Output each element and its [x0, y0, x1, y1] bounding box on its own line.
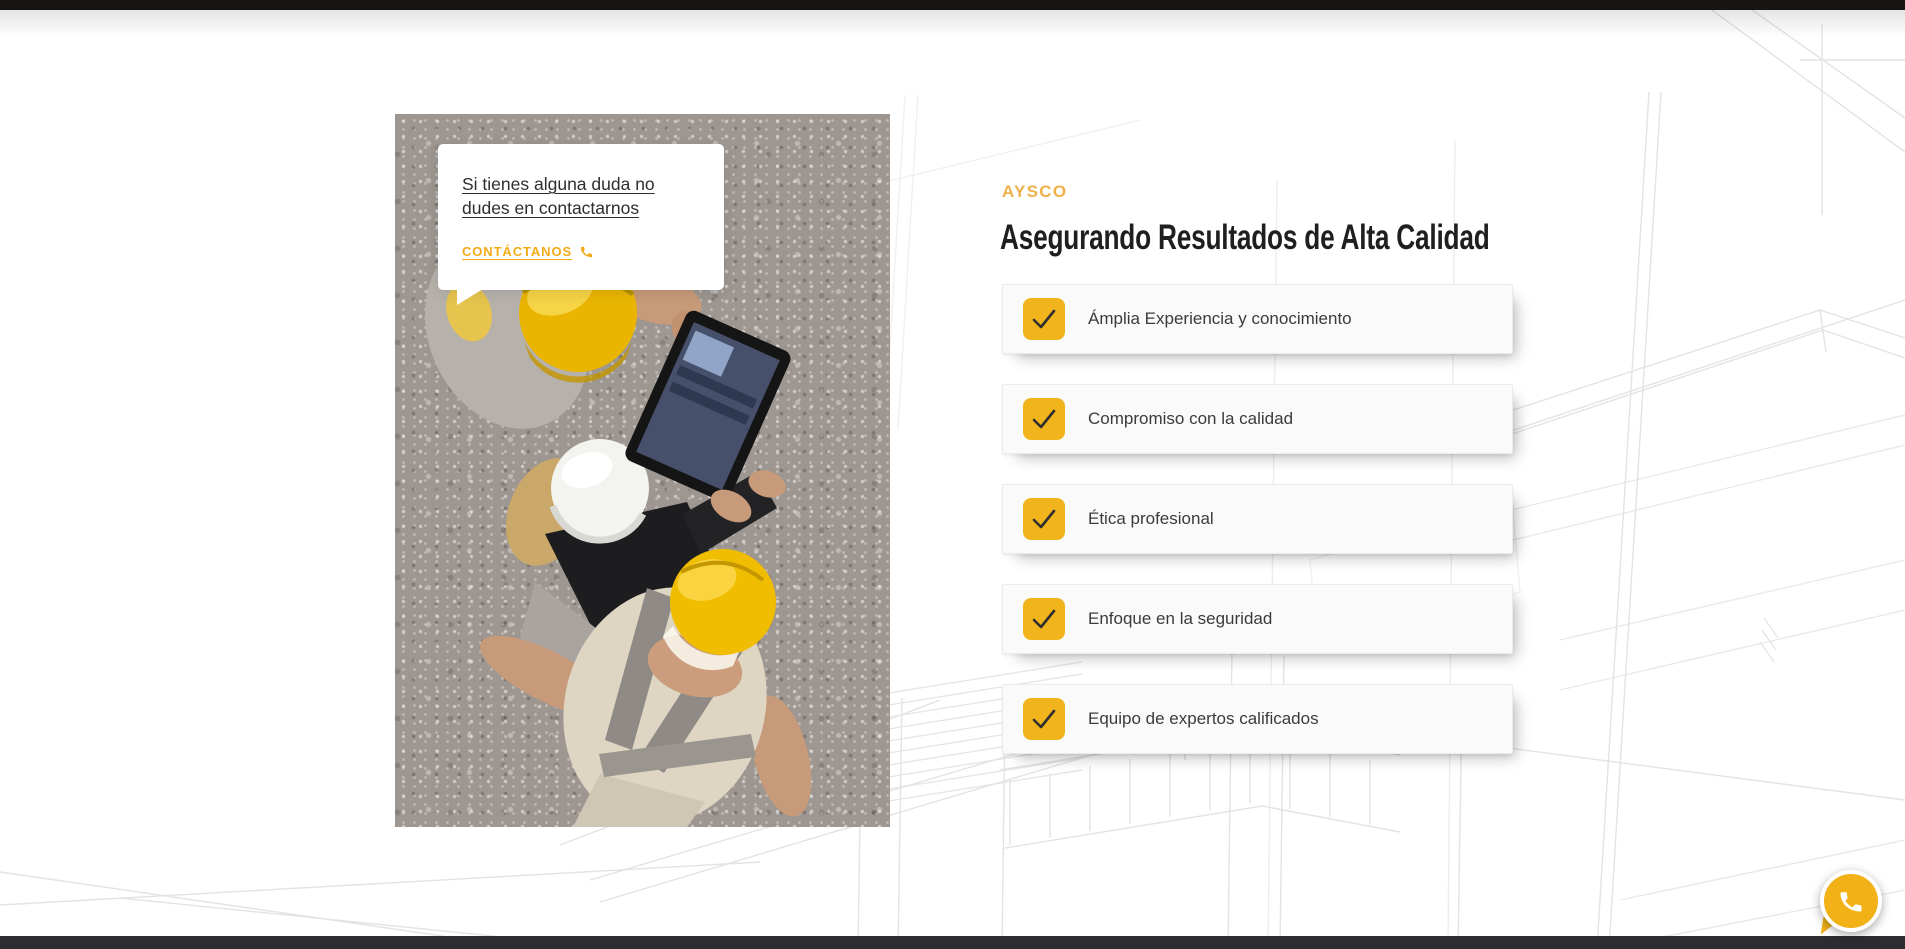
check-icon — [1023, 498, 1065, 540]
feature-label: Equipo de expertos calificados — [1088, 709, 1319, 728]
contact-link-label: CONTÁCTANOS — [462, 244, 573, 259]
section-heading: Asegurando Resultados de Alta Calidad — [1000, 218, 1490, 257]
check-icon — [1023, 298, 1065, 340]
phone-icon — [579, 244, 594, 259]
check-icon — [1023, 598, 1065, 640]
feature-label: Enfoque en la seguridad — [1088, 609, 1273, 628]
contact-callout-card — [438, 144, 724, 290]
feature-card — [1002, 684, 1513, 754]
bottom-bar — [0, 936, 1905, 949]
feature-label: Compromiso con la calidad — [1088, 409, 1294, 428]
whatsapp-phone-icon — [1820, 870, 1882, 932]
contact-link[interactable] — [462, 244, 594, 259]
section-eyebrow: AYSCO — [1002, 182, 1068, 201]
feature-label: Ética profesional — [1088, 509, 1214, 528]
feature-list — [1002, 284, 1513, 784]
whatsapp-float-button[interactable] — [1824, 874, 1878, 928]
feature-card — [1002, 584, 1513, 654]
feature-label: Ámplia Experiencia y conocimiento — [1088, 309, 1352, 328]
header-shadow — [0, 10, 1905, 38]
callout-message: Si tienes alguna duda no dudes en contactarnos — [462, 174, 655, 218]
feature-card — [1002, 384, 1513, 454]
feature-card — [1002, 484, 1513, 554]
check-icon — [1023, 698, 1065, 740]
top-bar — [0, 0, 1905, 10]
check-icon — [1023, 398, 1065, 440]
feature-card — [1002, 284, 1513, 354]
